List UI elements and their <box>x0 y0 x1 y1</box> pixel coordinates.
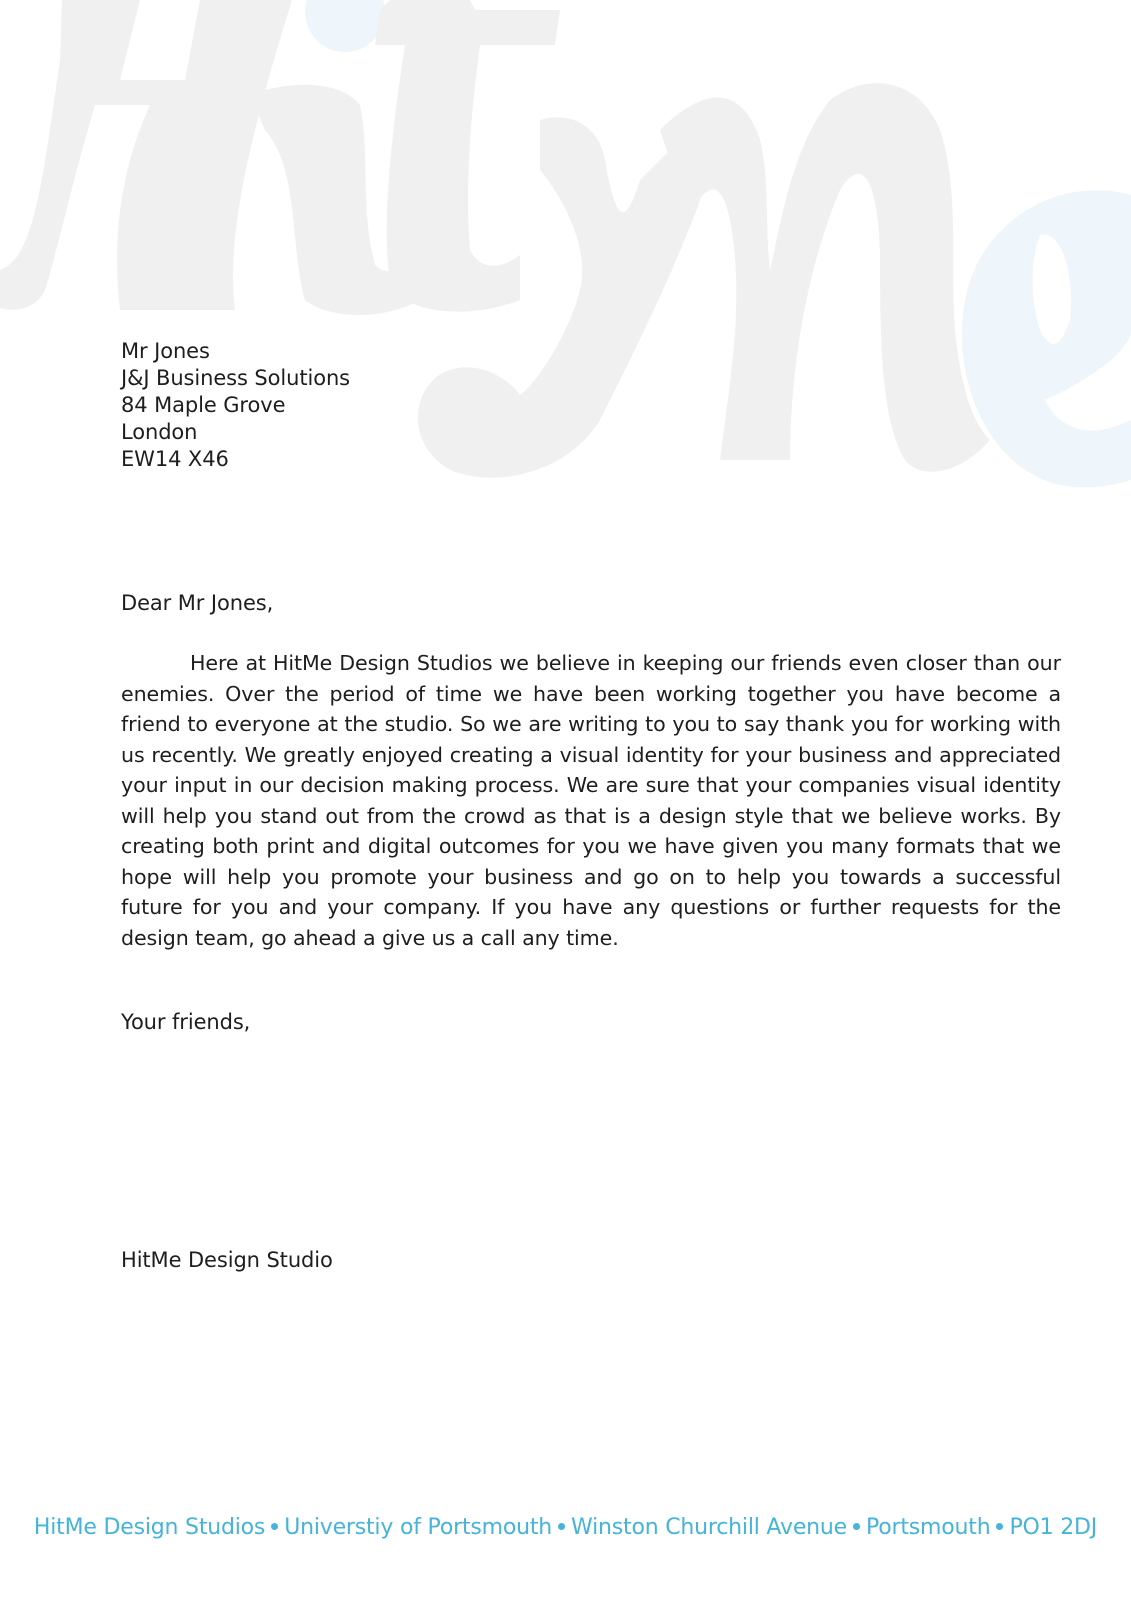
footer-studio: HitMe Design Studios <box>33 1515 266 1540</box>
recipient-address <box>121 338 1061 473</box>
footer-postcode: PO1 2DJ <box>1009 1515 1098 1540</box>
watermark-letter-h <box>0 0 292 310</box>
watermark-letter-t <box>375 0 560 312</box>
bullet-separator-icon <box>558 1523 565 1530</box>
bullet-separator-icon <box>271 1523 278 1530</box>
recipient-postcode: EW14 X46 <box>121 447 229 471</box>
footer-institution: Universtiy of Portsmouth <box>284 1515 553 1540</box>
recipient-street: 84 Maple Grove <box>121 393 286 417</box>
watermark-i-dot <box>305 0 385 52</box>
recipient-name: Mr Jones <box>121 339 210 363</box>
footer-address <box>0 1515 1131 1540</box>
salutation: Dear Mr Jones, <box>121 591 274 615</box>
closing: Your friends, <box>121 1010 251 1034</box>
signature: HitMe Design Studio <box>121 1248 333 1272</box>
footer-city: Portsmouth <box>865 1515 991 1540</box>
recipient-company: J&J Business Solutions <box>121 366 351 390</box>
recipient-city: London <box>121 420 198 444</box>
letter-body: Here at HitMe Design Studios we believe in keeping our friends even closer than our enemies. Over the period of time we have been working together you have become a friend to everyone at the studio. So we are writing to you to say thank you for working with us recently. We greatly enjoyed creating a visual identity for your business and appreciated your input in our decision making process. We are sure that your companies visual identity will help you stand out from the crowd as that is a design style that we believe works. By creating both print and digital outcomes for you we have given you many formats that we hope will help you promote your business and go on to help you towards a successful future for you and your company. If you have any questions or further requests for the design team, go ahead a give us a call any time. <box>121 651 1061 950</box>
bullet-separator-icon <box>853 1523 860 1530</box>
bullet-separator-icon <box>996 1523 1003 1530</box>
footer-street: Winston Churchill Avenue <box>571 1515 847 1540</box>
